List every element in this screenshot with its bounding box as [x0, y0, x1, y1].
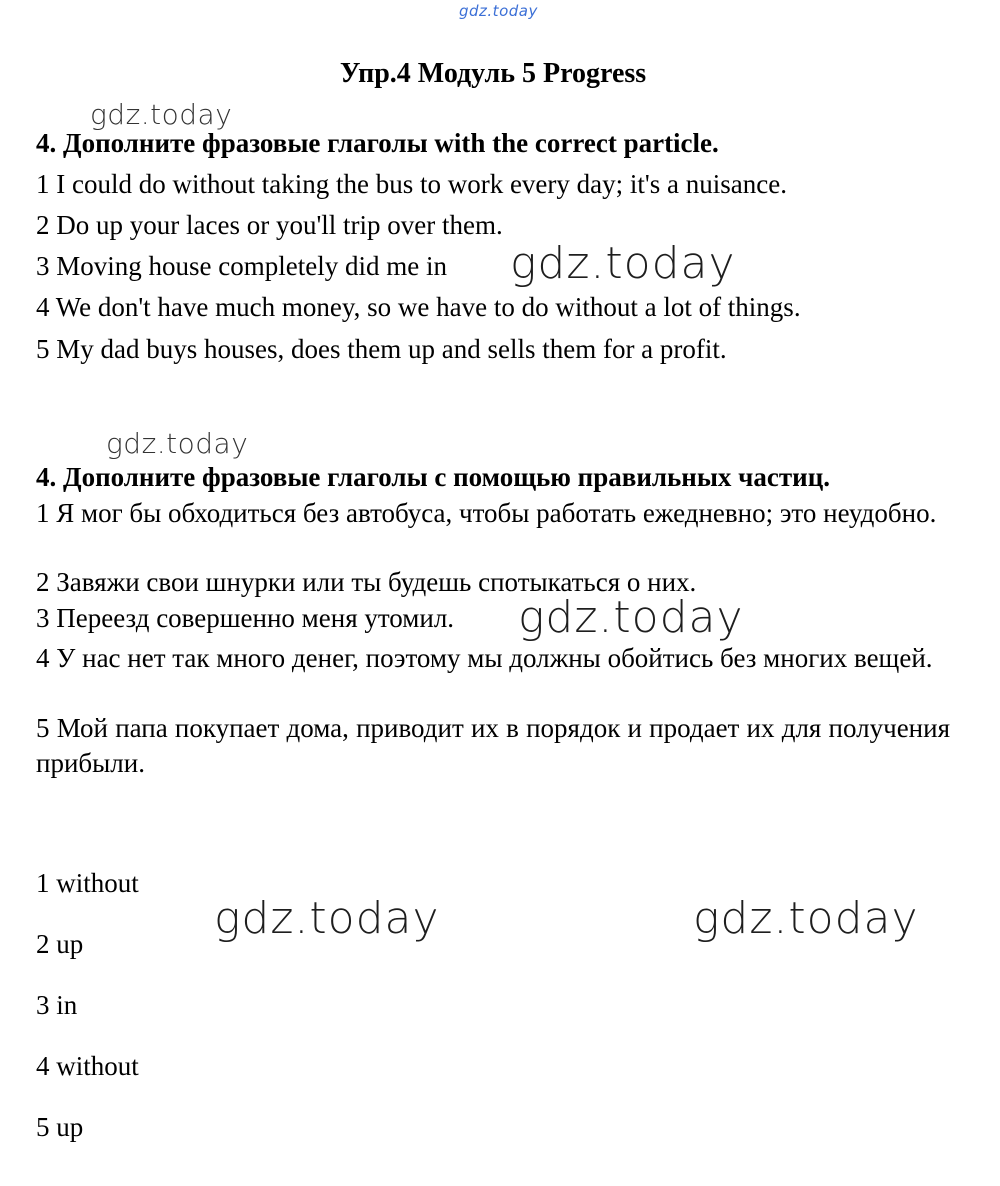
answer-3: 3 in — [36, 990, 78, 1020]
watermark-top: gdz.today — [459, 2, 538, 20]
russian-line-4: 4 У нас нет так много денег, поэтому мы должны обойтись без многих вещей. — [36, 643, 933, 673]
watermark-6: gdz.today — [693, 893, 919, 944]
answer-5: 5 up — [36, 1112, 84, 1142]
page-title: Упр.4 Модуль 5 Progress — [339, 58, 647, 89]
answer-1: 1 without — [36, 868, 139, 898]
russian-line-5: 5 Мой папа покупает дома, приводит их в порядок и продает их для получения прибыли. — [36, 713, 950, 778]
watermark-2: gdz.today — [510, 238, 736, 289]
english-line-5: 5 My dad buys houses, does them up and sells them for a profit. — [36, 334, 727, 364]
answer-4: 4 without — [36, 1051, 139, 1081]
english-line-2: 2 Do up your laces or you'll trip over them. — [36, 210, 503, 240]
russian-line-3: 3 Переезд совершенно меня утомил. — [36, 603, 455, 633]
watermark-4: gdz.today — [518, 592, 744, 643]
english-heading: 4. Дополните фразовые глаголы with the correct particle. — [36, 128, 719, 158]
watermark-1: gdz.today — [90, 98, 233, 131]
english-line-1: 1 I could do without taking the bus to work every day; it's a nuisance. — [36, 169, 787, 199]
russian-line-1: 1 Я мог бы обходиться без автобуса, чтобы работать ежедневно; это неудобно. — [36, 498, 937, 528]
watermark-5: gdz.today — [214, 893, 440, 944]
answer-2: 2 up — [36, 929, 84, 959]
russian-heading: 4. Дополните фразовые глаголы с помощью правильных частиц. — [36, 462, 831, 492]
english-line-4: 4 We don't have much money, so we have to do without a lot of things. — [36, 292, 801, 322]
russian-line-2: 2 Завяжи свои шнурки или ты будешь спотыкаться о них. — [36, 567, 697, 597]
english-line-3: 3 Moving house completely did me in — [36, 251, 447, 281]
watermark-3: gdz.today — [106, 427, 249, 460]
